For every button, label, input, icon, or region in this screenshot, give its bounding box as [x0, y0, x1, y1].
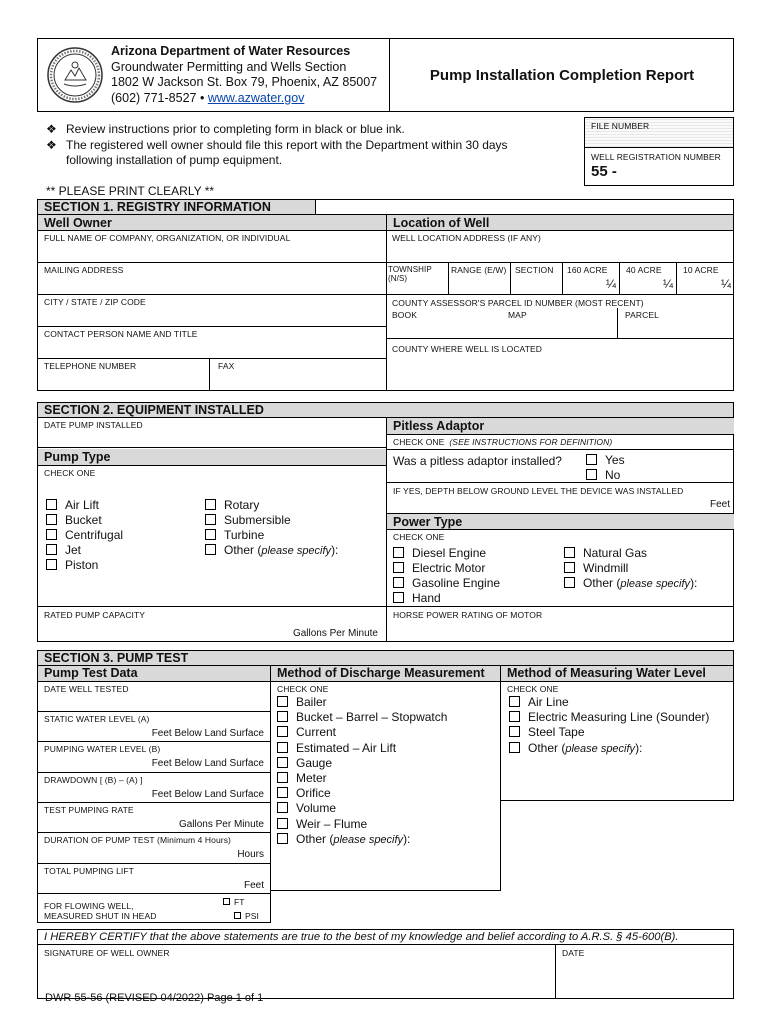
- shut-in-head-field[interactable]: FOR FLOWING WELL, MEASURED SHUT IN HEAD FT PSI: [44, 897, 260, 921]
- city-state-zip-field[interactable]: CITY / STATE / ZIP CODE: [38, 295, 386, 327]
- pitless-no-option[interactable]: No: [586, 468, 625, 483]
- checkbox[interactable]: [277, 772, 288, 783]
- telephone-field[interactable]: TELEPHONE NUMBER: [38, 359, 210, 390]
- signature-field[interactable]: SIGNATURE OF WELL OWNER: [38, 945, 556, 998]
- file-number-label: FILE NUMBER: [591, 121, 650, 131]
- checkbox[interactable]: [205, 544, 216, 555]
- acre-10-field[interactable]: 10 ACRE ¼: [683, 265, 731, 291]
- township-field[interactable]: TOWNSHIP (N/S): [387, 263, 449, 294]
- discharge-estimated-option[interactable]: Estimated – Air Lift: [277, 741, 447, 756]
- acre-40-field[interactable]: 40 ACRE ¼: [620, 263, 677, 294]
- range-field[interactable]: RANGE (E/W): [449, 263, 511, 294]
- well-owner-title: Well Owner: [38, 214, 386, 231]
- form-title: Pump Installation Completion Report: [429, 67, 695, 84]
- power-check-one: CHECK ONE: [393, 532, 445, 542]
- date-pump-installed-field[interactable]: DATE PUMP INSTALLED: [38, 418, 386, 448]
- checkbox[interactable]: [46, 529, 57, 540]
- checkbox[interactable]: [277, 757, 288, 768]
- book-field[interactable]: BOOK: [392, 310, 417, 320]
- mailing-address-field[interactable]: MAILING ADDRESS: [38, 263, 386, 295]
- checkbox[interactable]: [564, 562, 575, 573]
- company-name-field[interactable]: FULL NAME OF COMPANY, ORGANIZATION, OR INDIVIDUAL: [38, 231, 386, 263]
- checkbox[interactable]: [277, 802, 288, 813]
- checkbox[interactable]: [205, 529, 216, 540]
- pitless-instructions: (SEE INSTRUCTIONS FOR DEFINITION): [449, 437, 613, 447]
- agency-seal-icon: [46, 46, 104, 104]
- diamond-bullet-icon: ❖: [46, 137, 57, 152]
- water-level-electric-option[interactable]: Electric Measuring Line (Sounder): [509, 710, 709, 725]
- checkbox[interactable]: [223, 898, 230, 905]
- well-registration-prefix: 55 -: [591, 163, 617, 180]
- pumping-water-level-field[interactable]: PUMPING WATER LEVEL (B) Feet Below Land Surface: [38, 742, 270, 773]
- rated-pump-capacity-field[interactable]: RATED PUMP CAPACITY Gallons Per Minute: [38, 606, 386, 641]
- section2-box: [37, 402, 734, 642]
- pump-turbine-option[interactable]: Turbine: [205, 528, 338, 543]
- date-tested-field[interactable]: DATE WELL TESTED: [38, 682, 270, 712]
- checkbox[interactable]: [46, 514, 57, 525]
- well-location-address-field[interactable]: WELL LOCATION ADDRESS (IF ANY): [387, 231, 734, 263]
- water-level-air-line-option[interactable]: Air Line: [509, 695, 709, 710]
- pitless-title: Pitless Adaptor: [387, 418, 734, 435]
- pump-type-title: Pump Type: [38, 449, 386, 466]
- discharge-method-title: Method of Discharge Measurement: [271, 666, 500, 682]
- power-diesel-option[interactable]: Diesel Engine: [393, 546, 500, 561]
- section1-box: [37, 199, 734, 391]
- water-level-other-option[interactable]: Other (please specify):: [509, 741, 709, 757]
- discharge-other-option[interactable]: Other (please specify):: [277, 832, 447, 848]
- power-type-title: Power Type: [387, 513, 734, 530]
- checkbox[interactable]: [277, 787, 288, 798]
- checkbox[interactable]: [564, 547, 575, 558]
- checkbox[interactable]: [393, 577, 404, 588]
- power-gasoline-option[interactable]: Gasoline Engine: [393, 576, 500, 591]
- total-pumping-lift-field[interactable]: TOTAL PUMPING LIFT Feet: [38, 864, 270, 894]
- checkbox[interactable]: [509, 696, 520, 707]
- pump-jet-option[interactable]: Jet: [46, 543, 123, 558]
- checkbox[interactable]: [586, 454, 597, 465]
- checkbox[interactable]: [509, 726, 520, 737]
- parcel-id-label: COUNTY ASSESSOR'S PARCEL ID NUMBER (MOST RECENT): [392, 298, 644, 308]
- horsepower-field[interactable]: HORSE POWER RATING OF MOTOR: [387, 606, 734, 641]
- location-title: Location of Well: [386, 214, 733, 231]
- pump-bucket-option[interactable]: Bucket: [46, 513, 123, 528]
- checkbox[interactable]: [46, 544, 57, 555]
- checkbox[interactable]: [393, 562, 404, 573]
- checkbox[interactable]: [277, 711, 288, 722]
- pitless-check-one: CHECK ONE: [393, 437, 445, 447]
- checkbox[interactable]: [277, 833, 288, 844]
- pump-other-option[interactable]: Other (please specify):: [205, 543, 338, 559]
- discharge-gauge-option[interactable]: Gauge: [277, 756, 447, 771]
- fax-field[interactable]: FAX: [218, 361, 235, 371]
- discharge-check-one: CHECK ONE: [277, 684, 329, 694]
- power-hand-option[interactable]: Hand: [393, 591, 500, 606]
- pump-rotary-option[interactable]: Rotary: [205, 498, 338, 513]
- section3-title: SECTION 3. PUMP TEST: [37, 650, 734, 666]
- ft-option[interactable]: FT: [223, 897, 245, 907]
- instruction-3: following installation of pump equipment.: [66, 153, 283, 167]
- agency-address: 1802 W Jackson St. Box 79, Phoenix, AZ 85007: [111, 75, 378, 89]
- contact-person-field[interactable]: CONTACT PERSON NAME AND TITLE: [38, 327, 386, 359]
- discharge-bucket-option[interactable]: Bucket – Barrel – Stopwatch: [277, 710, 447, 725]
- water-level-method-box: [500, 665, 734, 801]
- checkbox[interactable]: [393, 547, 404, 558]
- form-footer: DWR 55-56 (REVISED 04/2022) Page 1 of 1: [45, 992, 264, 1004]
- checkbox[interactable]: [393, 592, 404, 603]
- psi-option[interactable]: PSI: [234, 911, 259, 921]
- test-pumping-rate-field[interactable]: TEST PUMPING RATE Gallons Per Minute: [38, 803, 270, 833]
- power-windmill-option[interactable]: Windmill: [564, 561, 697, 576]
- drawdown-field[interactable]: DRAWDOWN [ (B) – (A) ] Feet Below Land Surface: [38, 773, 270, 803]
- well-registration-field[interactable]: [584, 148, 734, 186]
- discharge-bailer-option[interactable]: Bailer: [277, 695, 447, 710]
- discharge-volume-option[interactable]: Volume: [277, 801, 447, 816]
- pump-test-data-title: Pump Test Data: [38, 666, 270, 682]
- power-natural-gas-option[interactable]: Natural Gas: [564, 546, 697, 561]
- county-field[interactable]: COUNTY WHERE WELL IS LOCATED: [392, 344, 542, 354]
- date-field[interactable]: DATE: [562, 948, 585, 958]
- water-level-check-one: CHECK ONE: [507, 684, 559, 694]
- checkbox[interactable]: [509, 742, 520, 753]
- discharge-orifice-option[interactable]: Orifice: [277, 786, 447, 801]
- instruction-1: Review instructions prior to completing form in black or blue ink.: [66, 122, 405, 136]
- pitless-depth-field[interactable]: IF YES, DEPTH BELOW GROUND LEVEL THE DEVICE WAS INSTALLED Feet: [387, 482, 734, 512]
- section1-title: SECTION 1. REGISTRY INFORMATION: [38, 200, 316, 215]
- discharge-method-box: [270, 665, 501, 891]
- power-other-option[interactable]: Other (please specify):: [564, 576, 697, 592]
- discharge-weir-option[interactable]: Weir – Flume: [277, 817, 447, 832]
- duration-field[interactable]: DURATION OF PUMP TEST (Minimum 4 Hours) Hours: [38, 833, 270, 864]
- agency-section: Groundwater Permitting and Wells Section: [111, 59, 347, 74]
- section2-title: SECTION 2. EQUIPMENT INSTALLED: [38, 403, 733, 418]
- checkbox[interactable]: [586, 469, 597, 480]
- file-number-field[interactable]: [584, 117, 734, 148]
- checkbox[interactable]: [205, 499, 216, 510]
- parcel-field[interactable]: PARCEL: [617, 308, 734, 338]
- section-field[interactable]: SECTION: [511, 263, 563, 294]
- agency-phone: (602) 771-8527 •: [111, 90, 205, 105]
- checkbox[interactable]: [234, 912, 241, 919]
- power-electric-option[interactable]: Electric Motor: [393, 561, 500, 576]
- checkbox[interactable]: [205, 514, 216, 525]
- water-level-method-title: Method of Measuring Water Level: [501, 666, 733, 682]
- print-clearly-note: ** PLEASE PRINT CLEARLY **: [46, 184, 215, 198]
- water-level-steel-tape-option[interactable]: Steel Tape: [509, 725, 709, 740]
- well-registration-label: WELL REGISTRATION NUMBER: [591, 152, 721, 162]
- certification-box: [37, 929, 734, 999]
- pump-type-check-one: CHECK ONE: [44, 468, 96, 478]
- checkbox[interactable]: [46, 499, 57, 510]
- pump-piston-option[interactable]: Piston: [46, 558, 123, 573]
- checkbox[interactable]: [277, 696, 288, 707]
- agency-name: Arizona Department of Water Resources: [111, 44, 351, 58]
- pump-centrifugal-option[interactable]: Centrifugal: [46, 528, 123, 543]
- checkbox[interactable]: [564, 577, 575, 588]
- certification-text: I HEREBY CERTIFY that the above statements are true to the best of my knowledge and belief according to A.R.S. § 45-600(B).: [38, 930, 733, 945]
- checkbox[interactable]: [46, 559, 57, 570]
- diamond-bullet-icon: ❖: [46, 122, 57, 136]
- pump-submersible-option[interactable]: Submersible: [205, 513, 338, 528]
- website-link[interactable]: www.azwater.gov: [207, 90, 305, 105]
- instruction-2: The registered well owner should file this report with the Department within 30 days: [66, 137, 508, 152]
- checkbox[interactable]: [277, 726, 288, 737]
- discharge-meter-option[interactable]: Meter: [277, 771, 447, 786]
- acre-160-field[interactable]: 160 ACRE ¼: [563, 263, 620, 294]
- map-field[interactable]: MAP: [508, 310, 527, 320]
- static-water-level-field[interactable]: STATIC WATER LEVEL (A) Feet Below Land Surface: [38, 712, 270, 742]
- discharge-current-option[interactable]: Current: [277, 725, 447, 740]
- header-box: [37, 38, 734, 112]
- checkbox[interactable]: [277, 818, 288, 829]
- pitless-question: Was a pitless adaptor installed?: [393, 454, 562, 468]
- pitless-yes-option[interactable]: Yes: [586, 453, 625, 468]
- checkbox[interactable]: [277, 742, 288, 753]
- pump-test-data-box: [37, 665, 271, 923]
- pump-air-lift-option[interactable]: Air Lift: [46, 498, 123, 513]
- checkbox[interactable]: [509, 711, 520, 722]
